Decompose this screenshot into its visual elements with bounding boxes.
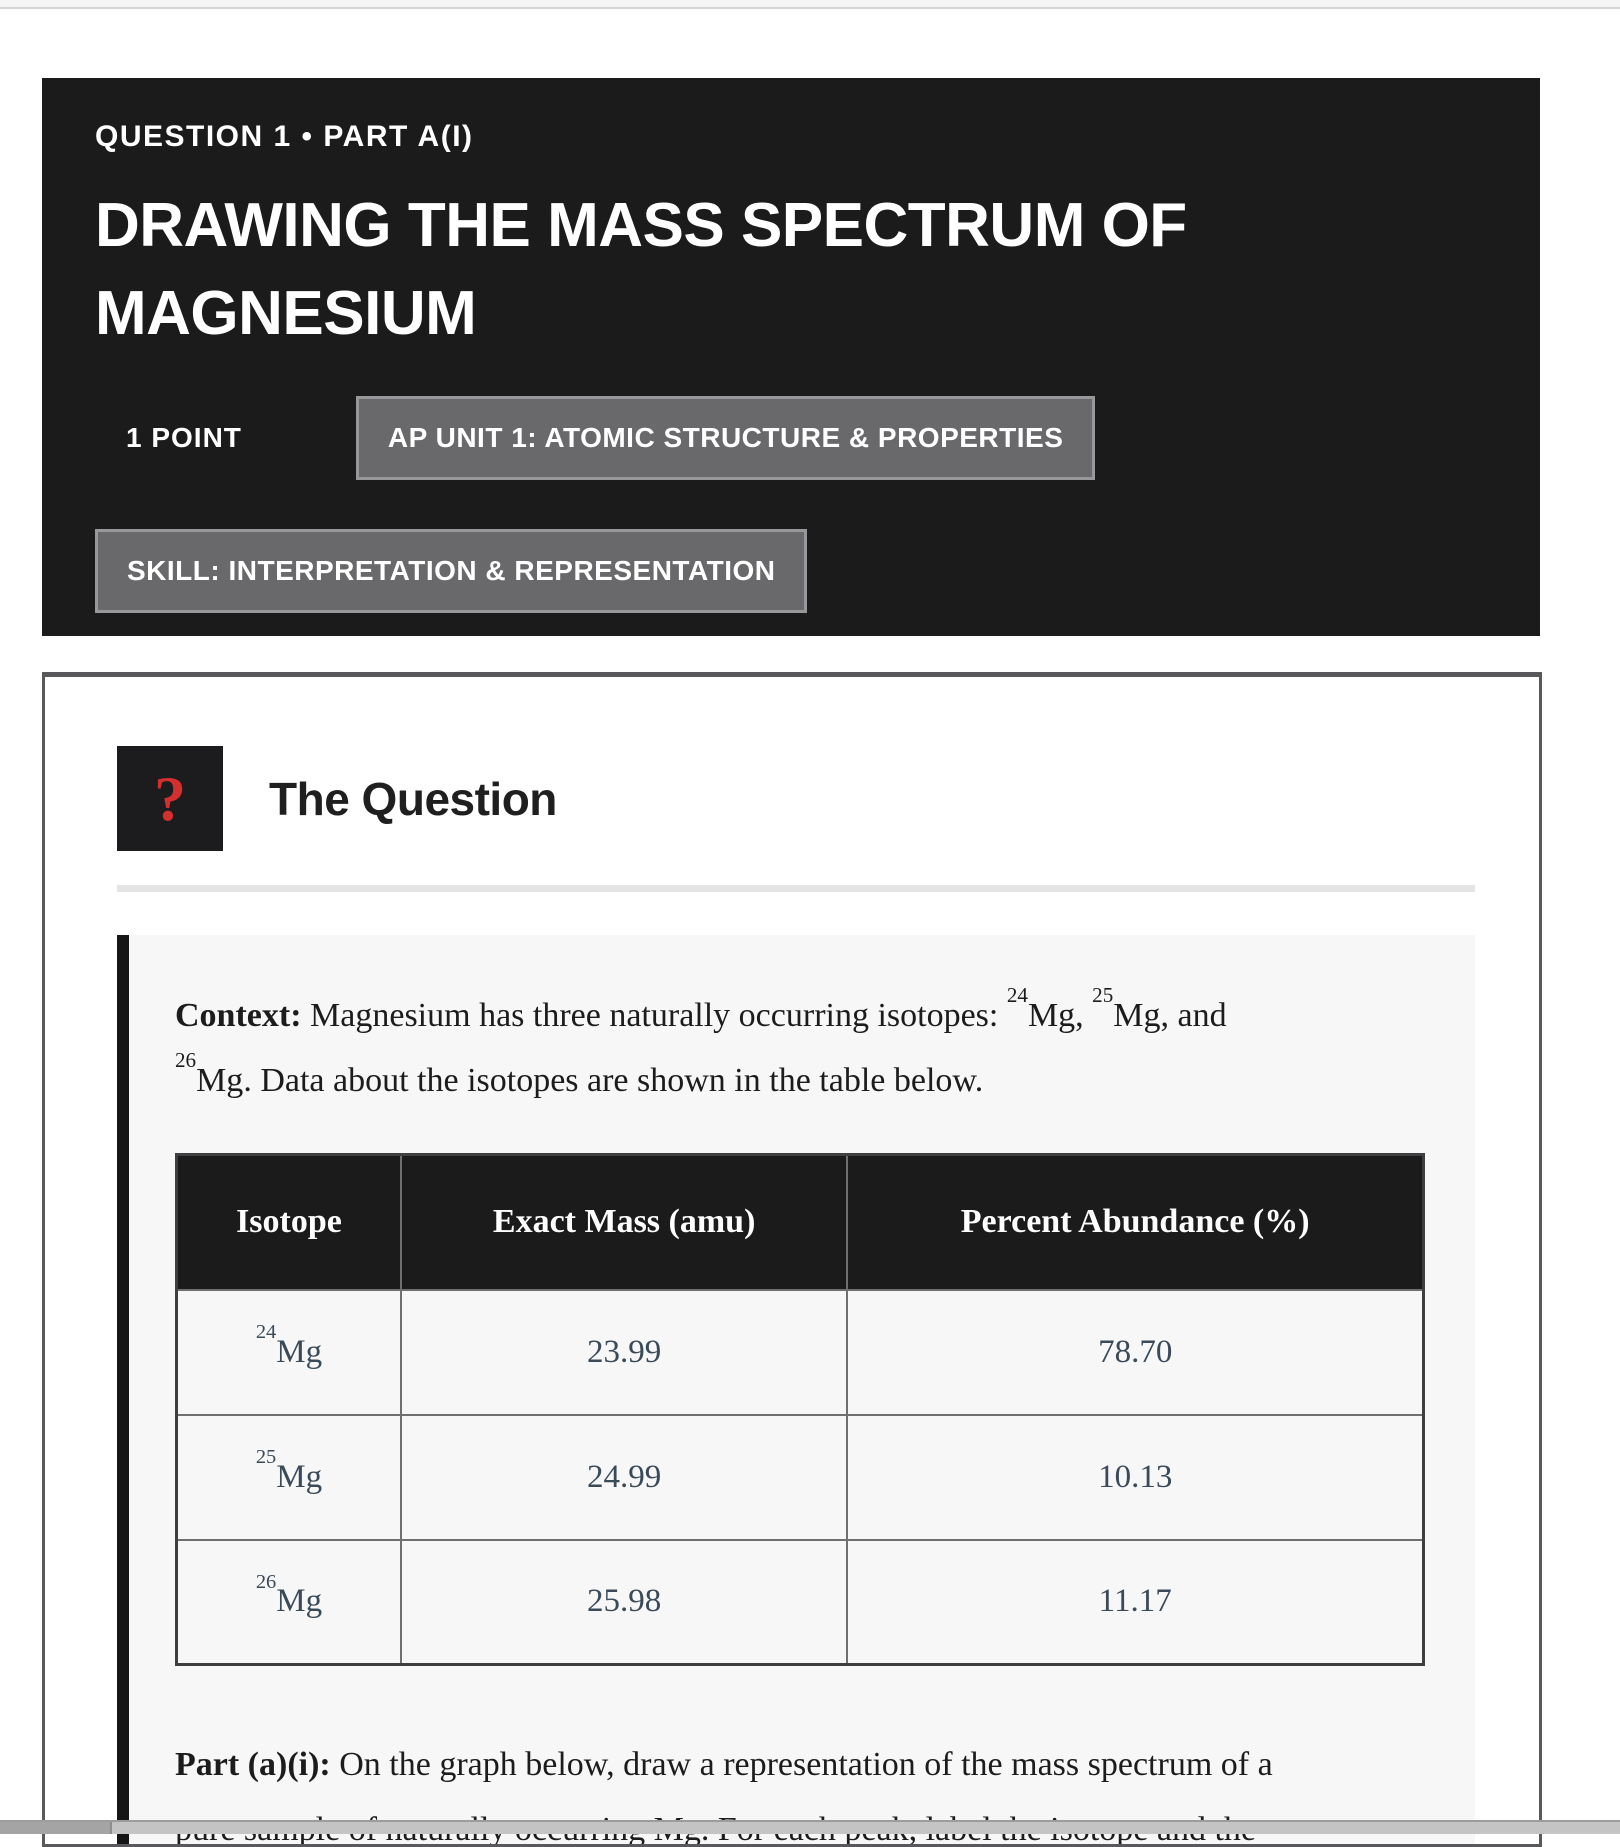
question-card	[42, 672, 1542, 1847]
cell-isotope-sup: 26	[255, 1571, 277, 1593]
context-sep-2: , and	[1160, 997, 1227, 1034]
meta-row	[95, 396, 1500, 480]
horizontal-scrollbar-track[interactable]	[0, 1820, 1620, 1834]
question-header	[42, 78, 1540, 636]
column-header-exact-mass: Exact Mass (amu)	[401, 1155, 847, 1290]
cell-isotope-symbol: Mg	[276, 1583, 323, 1620]
cell-exact-mass: 24.99	[401, 1415, 847, 1540]
context-panel	[117, 935, 1475, 1847]
table-row	[177, 1290, 1424, 1415]
isotope-1-symbol: Mg	[1027, 997, 1076, 1034]
isotope-3-sup: 26	[175, 1048, 197, 1073]
isotope-1-sup: 24	[1006, 983, 1028, 1008]
cell-percent-abundance: 78.70	[847, 1290, 1423, 1415]
column-header-percent-abundance: Percent Abundance (%)	[847, 1155, 1423, 1290]
context-paragraph	[175, 983, 1415, 1113]
isotope-table	[175, 1153, 1425, 1666]
cell-exact-mass: 23.99	[401, 1290, 847, 1415]
context-sep-1: ,	[1075, 997, 1093, 1034]
cell-isotope-sup: 25	[255, 1446, 277, 1469]
question-kicker: QUESTION 1 • PART A(I)	[95, 120, 474, 153]
page-title	[95, 182, 1500, 358]
cell-isotope	[177, 1540, 401, 1665]
cell-percent-abundance: 11.17	[847, 1540, 1423, 1665]
table-row	[177, 1540, 1424, 1665]
column-header-isotope: Isotope	[177, 1155, 401, 1290]
isotope-3-symbol: Mg	[196, 1062, 244, 1099]
cell-isotope-symbol: Mg	[276, 1458, 323, 1495]
table-header-row	[177, 1155, 1424, 1290]
unit-badge: AP UNIT 1: ATOMIC STRUCTURE & PROPERTIES	[356, 396, 1095, 480]
window-top-strip	[0, 0, 1620, 9]
part-a-line-1: On the graph below, draw a representation of the mass spectrum of a	[330, 1746, 1273, 1783]
part-a-label: Part (a)(i):	[175, 1746, 331, 1783]
context-label: Context:	[175, 997, 302, 1034]
question-mark-glyph: ?	[154, 762, 186, 834]
points-label: 1 POINT	[126, 422, 242, 453]
cell-isotope-symbol: Mg	[276, 1333, 323, 1370]
table-row	[177, 1415, 1424, 1540]
cell-isotope	[177, 1290, 401, 1415]
cell-isotope	[177, 1415, 401, 1540]
page-title-line-1: DRAWING THE MASS SPECTRUM OF	[95, 191, 1187, 260]
section-header	[117, 746, 1477, 851]
context-outro: . Data about the isotopes are shown in the table below.	[243, 1062, 984, 1099]
cell-exact-mass: 25.98	[401, 1540, 847, 1665]
page-title-line-2: MAGNESIUM	[95, 279, 477, 348]
cell-percent-abundance: 10.13	[847, 1415, 1423, 1540]
section-divider	[117, 885, 1475, 892]
section-title: The Question	[269, 772, 557, 825]
isotope-2-sup: 25	[1092, 983, 1114, 1008]
isotope-2-symbol: Mg	[1113, 997, 1161, 1034]
context-intro: Magnesium has three naturally occurring isotopes:	[301, 997, 1007, 1034]
question-mark-icon	[117, 746, 223, 851]
cell-isotope-sup: 24	[255, 1321, 277, 1344]
skill-badge: SKILL: INTERPRETATION & REPRESENTATION	[95, 529, 807, 613]
horizontal-scrollbar-thumb[interactable]	[0, 1822, 112, 1834]
